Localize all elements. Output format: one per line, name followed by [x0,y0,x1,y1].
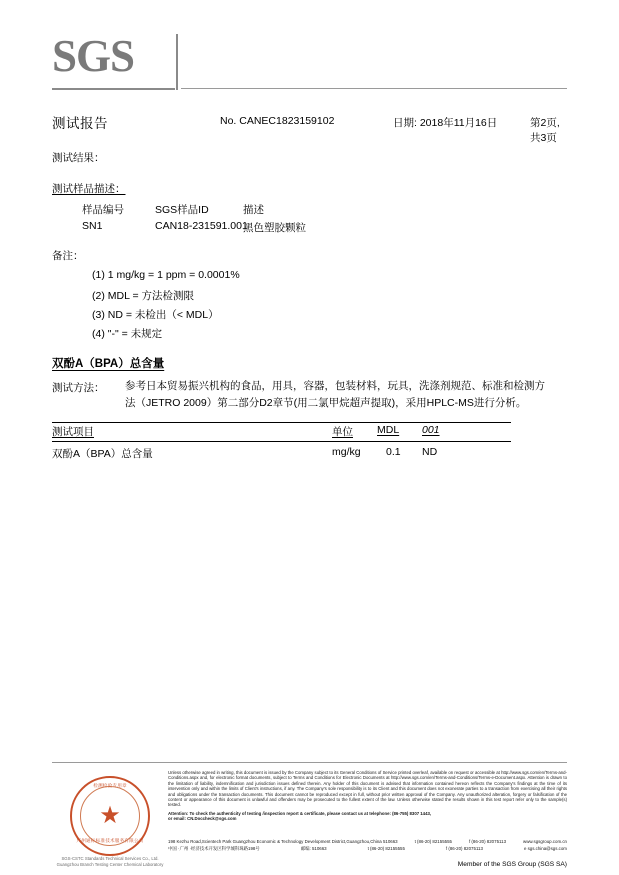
test-method-line: 参考日本贸易振兴机构的食品，用具，容器，包装材料，玩具，洗涤剂规范、标准和检测方 [125,380,545,392]
table-row-cell-desc: 黑色塑胶颗粒 [243,222,306,234]
member-of-sgs-group: Member of the SGS Group (SGS SA) [457,861,567,868]
stamp-caption: SGS-CSTC Standards Technical Services Co., Ltd. Guangzhou Branch Testing Center Chemical Laboratory [56,856,164,867]
remark-item: (3) ND = 未检出（< MDL） [92,309,219,321]
table-row-cell-no: SN1 [82,220,103,232]
address-row-en [168,838,567,845]
table-row-cell-id: CAN18-231591.001 [155,220,248,232]
address-cn-tel: t (86-20) 82155555 [367,846,405,851]
sgs-logo-text: SGS [52,31,135,81]
result-header-item: 测试项目 [52,426,94,438]
legal-disclaimer [168,770,567,822]
result-table-top-rule [52,422,511,423]
result-row-item: 双酚A（BPA）总含量 [52,448,153,460]
address-en-web: www.sgsgroup.com.cn [523,839,567,844]
page-number: 第2页,共3页 [530,117,560,144]
logo-divider-tick [176,34,178,90]
stamp-arc-bottom-text: 广州通标标准技术服务有限公司 [76,838,144,843]
test-method-line: 法（JETRO 2009）第二部分D2章节(用二氯甲烷超声提取)，采用HPLC-MS进行分析。 [125,397,527,409]
stamp-arc-top-text: 检测检验专用章 [93,783,127,788]
remark-item: (1) 1 mg/kg = 1 ppm = 0.0001% [92,269,240,281]
legal-body: Unless otherwise agreed in writing, this document is issued by the Company subject to its General Conditions of Service printed overleaf, available on request or accessible at http://www.sgs.com/en/Terms-and-Conditions.aspx and, for electronic format documents, subject to Terms and Conditions for Electronic Documents at http://www.sgs.com/en/Terms-and-Conditions/Terms-e-Document.aspx. Attention is drawn to the limitation of liability, indemnification and jurisdiction issues defined therein. Any holder of this document is advised that information contained hereon reflects the Company's findings at the time of its intervention only and within the limits of Client's instructions, if any. The Company's sole responsibility is to its Client and this document does not exonerate parties to a transaction from exercising all their rights and obligations under the transaction documents. This document cannot be reproduced except in full, without prior written approval of the Company. Any unauthorized alteration, forgery or falsification of the content or appearance of this document is unlawful and offenders may be prosecuted to the fullest extent of the law. Unless otherwise stated the results shown in this test report refer only to the sample(s) tested. [168,770,567,808]
page-title: 测试报告 [52,116,108,131]
footer-address-block [168,838,567,852]
address-cn-zip: 邮编: 510663 [300,846,327,851]
result-table-header-rule [52,441,511,442]
report-date: 日期: 2018年11月16日 [393,117,498,129]
result-row-value: ND [422,446,438,458]
address-row-cn [168,845,567,852]
test-results-label: 测试结果： [52,152,105,164]
address-cn: 中国 ·广州 ·经济技术开发区科学城科珠路198号 [168,846,260,851]
sample-table-header-desc: 描述 [243,204,264,216]
address-en-fax: f (86-20) 82075113 [468,839,507,844]
address-cn-fax: f (86-20) 82075113 [445,846,483,851]
sample-table-header-id: SGS样品ID [155,204,209,216]
company-stamp [56,772,164,868]
title-row [52,112,567,144]
address-en-tel: t (86-20) 82155555 [414,839,452,844]
result-header-unit: 单位 [332,426,353,438]
remark-item: (4) "-" = 未规定 [92,328,163,340]
result-row-unit: mg/kg [332,446,361,458]
address-en: 198 Kezhu Road,Scientech Park Guangzhou Economic & Technology Development District,Guangzhou,China 510663 [168,839,398,844]
footer-divider [52,762,567,763]
logo-underline-left [52,88,175,90]
result-header-mdl: MDL [377,424,400,436]
address-cn-email: e sgs.china@sgs.com [523,846,567,851]
legal-attention-email: or email: CN.Doccheck@sgs.com [168,816,237,822]
sgs-logo [52,31,182,90]
legal-attention: Attention: To check the authenticity of testing /inspection report & certificate, please contact us at telephone: (86-755) 8307 1443, [168,810,432,816]
result-row-mdl: 0.1 [386,446,401,458]
sample-table-header-no: 样品编号 [82,204,124,216]
remarks-label: 备注： [52,250,84,262]
sample-description-label: 测试样品描述： [52,183,126,195]
result-header-sample-001: 001 [422,424,440,436]
report-number: No. CANEC1823159102 [220,115,335,127]
remark-item: (2) MDL = 方法检测限 [92,290,194,302]
test-method-label: 测试方法： [52,382,105,394]
section-title-bpa: 双酚A（BPA）总含量 [52,358,165,370]
star-icon: ★ [99,802,121,829]
logo-underline-right [181,88,567,89]
